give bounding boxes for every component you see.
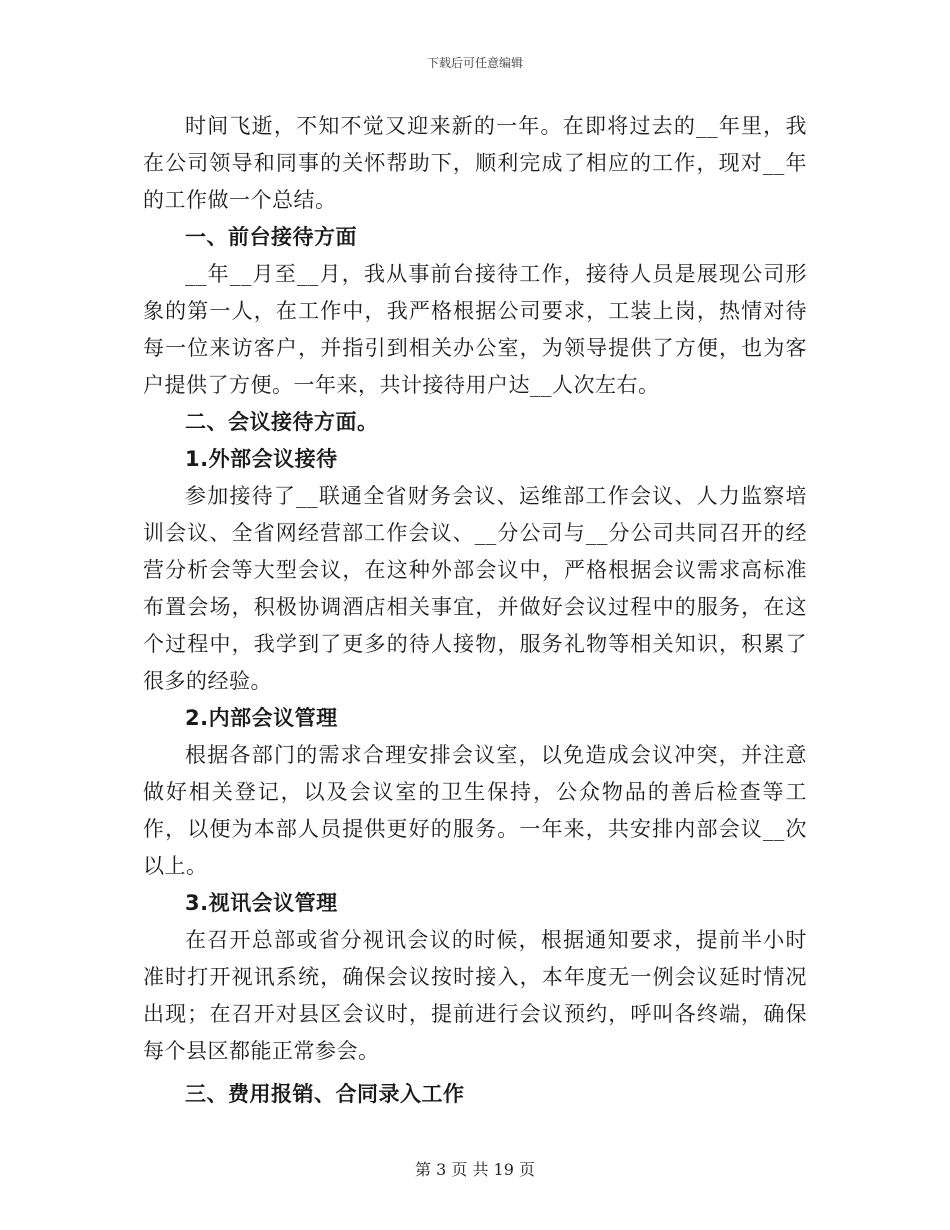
intro-paragraph: 时间飞逝，不知不觉又迎来新的一年。在即将过去的__年里，我在公司领导和同事的关怀帮助下，顺利完成了相应的工作，现对__年的工作做一个总结。 [143, 114, 807, 212]
header-note: 下载后可任意编辑 [426, 56, 523, 70]
subheading-external-meetings: 1.外部会议接待 [185, 447, 338, 471]
subheading-video-meetings: 3.视讯会议管理 [185, 891, 338, 915]
document-body [143, 108, 807, 1113]
page-number: 第 3 页 共 19 页 [415, 1160, 535, 1179]
subheading-internal-meetings: 2.内部会议管理 [185, 706, 338, 730]
section-heading-meetings: 二、会议接待方面。 [185, 410, 379, 434]
section-heading-expenses: 三、费用报销、合同录入工作 [185, 1082, 465, 1106]
reception-paragraph: __年__月至__月，我从事前台接待工作，接待人员是展现公司形象的第一人，在工作中，我严格根据公司要求，工装上岗，热情对待每一位来访客户，并指引到相关办公室，为领导提供了方便，也为客户提供了方便。一年来，共计接待用户达__人次左右。 [143, 262, 807, 397]
video-meetings-paragraph: 在召开总部或省分视讯会议的时候，根据通知要求，提前半小时准时打开视讯系统，确保会议按时接入，本年度无一例会议延时情况出现；在召开对县区会议时，提前进行会议预约，呼叫各终端，确保每个县区都能正常参会。 [143, 928, 807, 1063]
internal-meetings-paragraph: 根据各部门的需求合理安排会议室，以免造成会议冲突，并注意做好相关登记，以及会议室的卫生保持，公众物品的善后检查等工作，以便为本部人员提供更好的服务。一年来，共安排内部会议__次以上。 [143, 743, 807, 878]
section-heading-reception: 一、前台接待方面 [185, 225, 357, 249]
external-meetings-paragraph: 参加接待了__联通全省财务会议、运维部工作会议、人力监察培训会议、全省网经营部工作会议、__分公司与__分公司共同召开的经营分析会等大型会议，在这种外部会议中，严格根据会议需求高标准布置会场，积极协调酒店相关事宜，并做好会议过程中的服务，在这个过程中，我学到了更多的待人接物，服务礼物等相关知识，积累了很多的经验。 [143, 484, 807, 693]
